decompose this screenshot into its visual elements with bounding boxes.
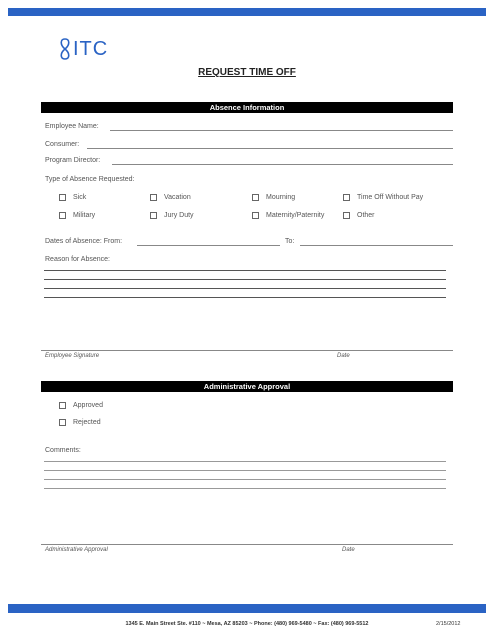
logo-text: ITC <box>73 38 109 60</box>
mourning-label: Mourning <box>266 194 296 201</box>
reason-line-1[interactable] <box>44 270 446 271</box>
company-logo <box>59 36 108 62</box>
reason-line-2[interactable] <box>44 279 446 280</box>
maternity-paternity-checkbox[interactable] <box>252 212 259 219</box>
sick-checkbox[interactable] <box>59 194 66 201</box>
comments-line-4[interactable] <box>44 488 446 489</box>
time-off-without-pay-label: Time Off Without Pay <box>357 194 424 201</box>
admin-signature-line[interactable] <box>41 544 453 545</box>
page-title <box>0 67 494 78</box>
comments-label: Comments: <box>45 447 81 454</box>
employee-signature-label: Employee Signature <box>45 353 100 359</box>
rejected-checkbox[interactable] <box>59 419 66 426</box>
other-label: Other <box>357 212 375 219</box>
jury-duty-checkbox[interactable] <box>150 212 157 219</box>
vacation-checkbox[interactable] <box>150 194 157 201</box>
employee-signature-line[interactable] <box>41 350 453 351</box>
footer-date: 2/15/2012 <box>436 621 461 627</box>
admin-section-heading: Administrative Approval <box>41 381 453 392</box>
employee-date-label: Date <box>337 353 350 359</box>
comments-line-1[interactable] <box>44 461 446 462</box>
admin-signature-label: Administrative Approval <box>45 547 108 553</box>
page-title-text: REQUEST TIME OFF <box>198 67 296 78</box>
dates-to-label: To: <box>285 238 295 245</box>
approved-checkbox[interactable] <box>59 402 66 409</box>
date-from-field[interactable] <box>137 245 280 246</box>
top-accent-bar <box>8 8 486 16</box>
comments-line-3[interactable] <box>44 479 446 480</box>
program-director-field[interactable] <box>112 164 453 165</box>
admin-date-label: Date <box>342 547 355 553</box>
approved-label: Approved <box>73 402 103 409</box>
maternity-paternity-label: Maternity/Paternity <box>266 212 325 219</box>
consumer-label: Consumer: <box>45 141 80 148</box>
footer-address: 1345 E. Main Street Ste. #110 ~ Mesa, AZ 85203 ~ Phone: (480) 969-5480 ~ Fax: (480) 969-5512 <box>125 621 369 627</box>
jury-duty-label: Jury Duty <box>164 212 194 219</box>
comments-line-2[interactable] <box>44 470 446 471</box>
military-label: Military <box>73 212 96 219</box>
employee-name-field[interactable] <box>110 130 453 131</box>
date-to-field[interactable] <box>300 245 453 246</box>
absence-section-heading: Absence Information <box>41 102 453 113</box>
reason-line-4[interactable] <box>44 297 446 298</box>
other-checkbox[interactable] <box>343 212 350 219</box>
time-off-without-pay-checkbox[interactable] <box>343 194 350 201</box>
bottom-accent-bar <box>8 604 486 613</box>
reason-label: Reason for Absence: <box>45 256 110 263</box>
absence-type-label: Type of Absence Requested: <box>45 176 135 183</box>
mourning-checkbox[interactable] <box>252 194 259 201</box>
military-checkbox[interactable] <box>59 212 66 219</box>
sick-label: Sick <box>73 194 87 201</box>
rejected-label: Rejected <box>73 419 101 426</box>
employee-name-label: Employee Name: <box>45 123 99 130</box>
dates-from-label: Dates of Absence: From: <box>45 238 123 245</box>
logo-knot-icon <box>59 38 71 60</box>
consumer-field[interactable] <box>87 148 453 149</box>
program-director-label: Program Director: <box>45 157 101 164</box>
reason-line-3[interactable] <box>44 288 446 289</box>
vacation-label: Vacation <box>164 194 191 201</box>
